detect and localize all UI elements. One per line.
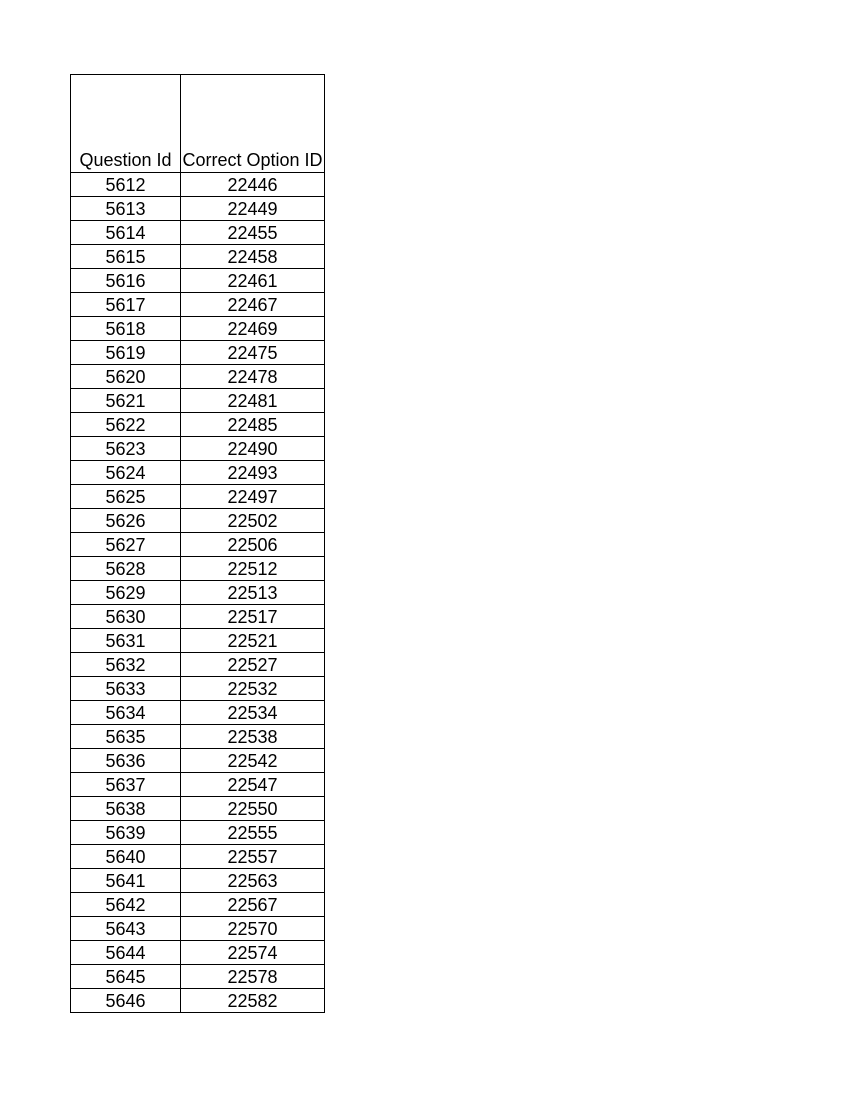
question-id-cell: 5640 [71,845,181,869]
correct-option-id-cell: 22481 [181,389,325,413]
question-id-cell: 5644 [71,941,181,965]
table-row [71,677,325,701]
correct-option-id-cell: 22534 [181,701,325,725]
question-id-cell: 5622 [71,413,181,437]
table-row [71,389,325,413]
table-row [71,173,325,197]
correct-option-id-cell: 22461 [181,269,325,293]
question-id-cell: 5631 [71,629,181,653]
table-row [71,701,325,725]
table-row [71,197,325,221]
correct-option-id-cell: 22469 [181,317,325,341]
table-row [71,605,325,629]
question-id-cell: 5645 [71,965,181,989]
table-row [71,317,325,341]
correct-option-id-cell: 22517 [181,605,325,629]
question-id-cell: 5638 [71,797,181,821]
table-row [71,773,325,797]
question-id-cell: 5632 [71,653,181,677]
table-row [71,269,325,293]
table-row [71,581,325,605]
table-row [71,533,325,557]
correct-option-id-cell: 22446 [181,173,325,197]
table-row [71,845,325,869]
correct-option-id-cell: 22567 [181,893,325,917]
question-id-cell: 5634 [71,701,181,725]
table-row [71,461,325,485]
table-row [71,749,325,773]
column-header-correct-option-id: Correct Option ID [181,75,325,173]
table-row [71,413,325,437]
question-id-cell: 5629 [71,581,181,605]
correct-option-id-cell: 22512 [181,557,325,581]
table-row [71,293,325,317]
correct-option-id-cell: 22527 [181,653,325,677]
question-id-cell: 5612 [71,173,181,197]
question-id-cell: 5636 [71,749,181,773]
table-row [71,437,325,461]
correct-option-id-cell: 22555 [181,821,325,845]
question-id-cell: 5630 [71,605,181,629]
table-row [71,821,325,845]
correct-option-id-cell: 22478 [181,365,325,389]
table-header [71,75,325,173]
table-row [71,557,325,581]
table-row [71,797,325,821]
question-id-cell: 5618 [71,317,181,341]
table-body [71,173,325,1013]
question-id-cell: 5628 [71,557,181,581]
question-id-cell: 5639 [71,821,181,845]
question-id-cell: 5620 [71,365,181,389]
question-id-cell: 5615 [71,245,181,269]
correct-option-id-cell: 22578 [181,965,325,989]
question-id-cell: 5637 [71,773,181,797]
correct-option-id-cell: 22475 [181,341,325,365]
question-id-cell: 5626 [71,509,181,533]
question-id-cell: 5616 [71,269,181,293]
table-row [71,917,325,941]
table-row [71,893,325,917]
question-id-cell: 5635 [71,725,181,749]
correct-option-id-cell: 22490 [181,437,325,461]
question-id-cell: 5633 [71,677,181,701]
question-id-cell: 5621 [71,389,181,413]
correct-option-id-cell: 22547 [181,773,325,797]
table-row [71,989,325,1013]
table-row [71,653,325,677]
question-id-cell: 5623 [71,437,181,461]
correct-option-id-cell: 22550 [181,797,325,821]
correct-option-id-cell: 22497 [181,485,325,509]
table-row [71,509,325,533]
question-id-cell: 5643 [71,917,181,941]
correct-option-id-cell: 22574 [181,941,325,965]
table-row [71,245,325,269]
table-row [71,629,325,653]
table-row [71,341,325,365]
correct-option-id-cell: 22538 [181,725,325,749]
table-row [71,365,325,389]
table-row [71,869,325,893]
question-id-cell: 5641 [71,869,181,893]
correct-option-id-cell: 22532 [181,677,325,701]
column-header-question-id: Question Id [71,75,181,173]
table-row [71,965,325,989]
question-id-cell: 5642 [71,893,181,917]
question-id-cell: 5617 [71,293,181,317]
question-id-cell: 5614 [71,221,181,245]
correct-option-id-cell: 22557 [181,845,325,869]
correct-option-id-cell: 22455 [181,221,325,245]
table-row [71,221,325,245]
correct-option-id-cell: 22493 [181,461,325,485]
correct-option-id-cell: 22467 [181,293,325,317]
answer-key-table [70,74,325,1013]
correct-option-id-cell: 22570 [181,917,325,941]
question-id-cell: 5624 [71,461,181,485]
table-row [71,725,325,749]
correct-option-id-cell: 22449 [181,197,325,221]
correct-option-id-cell: 22521 [181,629,325,653]
header-row [71,75,325,173]
question-id-cell: 5619 [71,341,181,365]
correct-option-id-cell: 22582 [181,989,325,1013]
correct-option-id-cell: 22513 [181,581,325,605]
question-id-cell: 5625 [71,485,181,509]
question-id-cell: 5646 [71,989,181,1013]
correct-option-id-cell: 22563 [181,869,325,893]
table-row [71,485,325,509]
correct-option-id-cell: 22542 [181,749,325,773]
correct-option-id-cell: 22502 [181,509,325,533]
correct-option-id-cell: 22458 [181,245,325,269]
question-id-cell: 5627 [71,533,181,557]
table-row [71,941,325,965]
question-id-cell: 5613 [71,197,181,221]
correct-option-id-cell: 22506 [181,533,325,557]
correct-option-id-cell: 22485 [181,413,325,437]
